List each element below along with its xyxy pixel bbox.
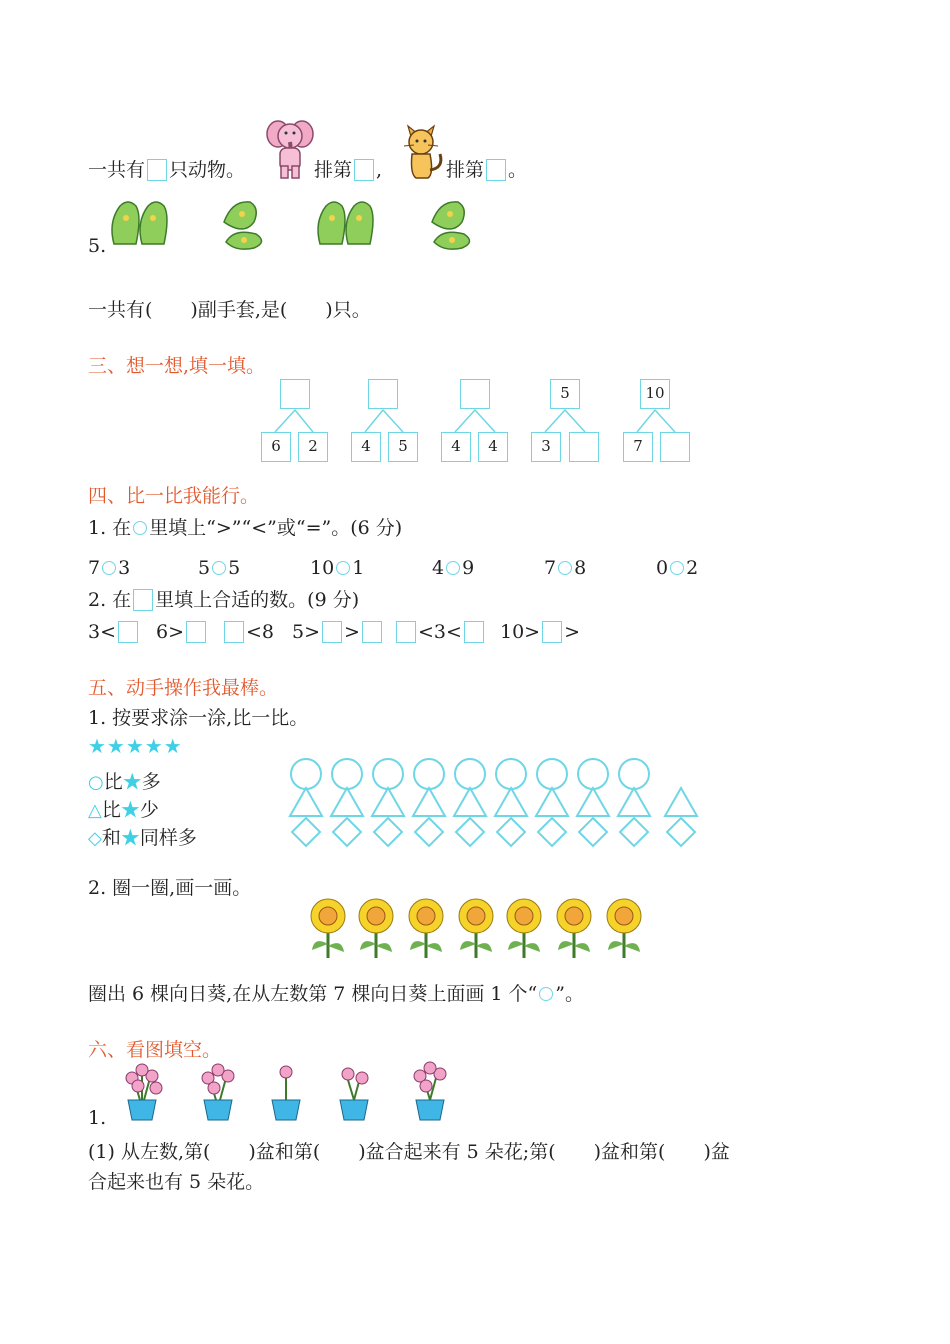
fill-item: 3< (88, 620, 140, 644)
answer-box[interactable] (542, 621, 562, 643)
fill-item: 5> > (292, 620, 384, 644)
bond-top[interactable] (280, 379, 310, 409)
q1-line-1: (1) 从左数,第( )盆和第( )盆合起来有 5 朵花;第( )盆和第( )盆 (88, 1141, 730, 1163)
compare-item: 0 2 (656, 557, 699, 579)
bond-left: 7 (623, 432, 653, 462)
q2-text: 2. 在 (88, 589, 132, 611)
answer-circle[interactable] (446, 561, 460, 575)
q2-text: ”。 (555, 983, 584, 1005)
q2-line (88, 982, 584, 1006)
shapes-grid[interactable] (286, 756, 706, 850)
rule-row: △比★少 (88, 799, 159, 821)
q5-line: 一共有( )副手套,是( )只。 (88, 299, 371, 321)
bond-right: 4 (478, 432, 508, 462)
answer-box[interactable] (362, 621, 382, 643)
elephant-image (262, 112, 318, 180)
q2-text: 圈出 6 棵向日葵,在从左数第 7 棵向日葵上面画 1 个“ (88, 983, 538, 1005)
bond-right: 2 (298, 432, 328, 462)
section4-heading: 四、比一比我能行。 (88, 485, 260, 507)
q4-text: 只动物。 (169, 159, 246, 181)
rule-row: ◇和★同样多 (88, 827, 197, 849)
q4-text: 。 (508, 159, 528, 181)
q4-text: 排第 (314, 159, 353, 181)
section5-heading: 五、动手操作我最棒。 (88, 677, 279, 699)
q1-number: 1. (88, 1107, 107, 1129)
circle-icon: ○ (88, 772, 104, 793)
compare-item: 10 1 (310, 557, 365, 579)
answer-circle[interactable] (670, 561, 684, 575)
q5-number: 5. (88, 235, 107, 257)
fill-item: 10> > (500, 621, 581, 643)
fill-item: 6> (156, 620, 208, 644)
q2-text: 里填上合适的数。(9 分) (155, 589, 360, 611)
q1-text: 1. 在 (88, 517, 132, 539)
cat-image (396, 118, 448, 182)
rule-row: ○比★多 (88, 771, 161, 793)
star-icon: ★ (120, 827, 140, 849)
bond-left: 4 (351, 432, 381, 462)
star-icon: ★ (122, 771, 142, 793)
q1-instruction (88, 516, 402, 540)
triangle-icon: △ (88, 800, 102, 821)
gloves-image (106, 192, 496, 254)
answer-box[interactable] (464, 621, 484, 643)
compare-item: 7 3 (88, 557, 131, 579)
q4-line-3 (446, 158, 527, 182)
answer-box[interactable] (486, 159, 506, 181)
q4-text: 排第 (446, 159, 485, 181)
star-icon: ★ (120, 799, 140, 821)
answer-box[interactable] (186, 621, 206, 643)
circle-icon (539, 987, 553, 1001)
compare-item: 7 8 (544, 557, 587, 579)
answer-box[interactable] (224, 621, 244, 643)
circle-icon (133, 521, 147, 535)
answer-circle[interactable] (558, 561, 572, 575)
q1-line-2: 合起来也有 5 朵花。 (88, 1171, 265, 1193)
q2-instruction (88, 588, 359, 612)
bond-top[interactable] (368, 379, 398, 409)
section3-heading: 三、想一想,填一填。 (88, 355, 266, 377)
bond-top[interactable] (460, 379, 490, 409)
bond-right[interactable] (569, 432, 599, 462)
compare-item: 4 9 (432, 557, 475, 579)
answer-circle[interactable] (102, 561, 116, 575)
answer-box[interactable] (322, 621, 342, 643)
bond-top: 10 (640, 379, 670, 409)
q2-instruction: 2. 圈一圈,画一画。 (88, 877, 252, 899)
bond-top: 5 (550, 379, 580, 409)
bond-left: 6 (261, 432, 291, 462)
diamond-icon: ◇ (88, 828, 102, 849)
answer-box[interactable] (396, 621, 416, 643)
answer-circle[interactable] (212, 561, 226, 575)
answer-box[interactable] (118, 621, 138, 643)
bond-left: 4 (441, 432, 471, 462)
q4-text: , (376, 159, 383, 181)
star-row: ★★★★★ (88, 734, 183, 758)
q4-line (88, 158, 245, 182)
q1-text: 里填上“>”“<”或“=”。(6 分) (149, 517, 403, 539)
section6-heading: 六、看图填空。 (88, 1039, 222, 1061)
answer-box[interactable] (147, 159, 167, 181)
bond-right: 5 (388, 432, 418, 462)
sunflowers-image[interactable] (306, 898, 646, 960)
compare-item: 5 5 (198, 557, 241, 579)
q4-text: 一共有 (88, 159, 146, 181)
bond-left: 3 (531, 432, 561, 462)
q1-instruction: 1. 按要求涂一涂,比一比。 (88, 707, 309, 729)
box-icon (133, 589, 153, 611)
flower-pots-image (116, 1060, 466, 1124)
answer-circle[interactable] (336, 561, 350, 575)
fill-item: <8 (222, 620, 274, 644)
bond-right[interactable] (660, 432, 690, 462)
fill-item: <3< (394, 620, 486, 644)
answer-box[interactable] (354, 159, 374, 181)
q4-line-2 (314, 158, 382, 182)
